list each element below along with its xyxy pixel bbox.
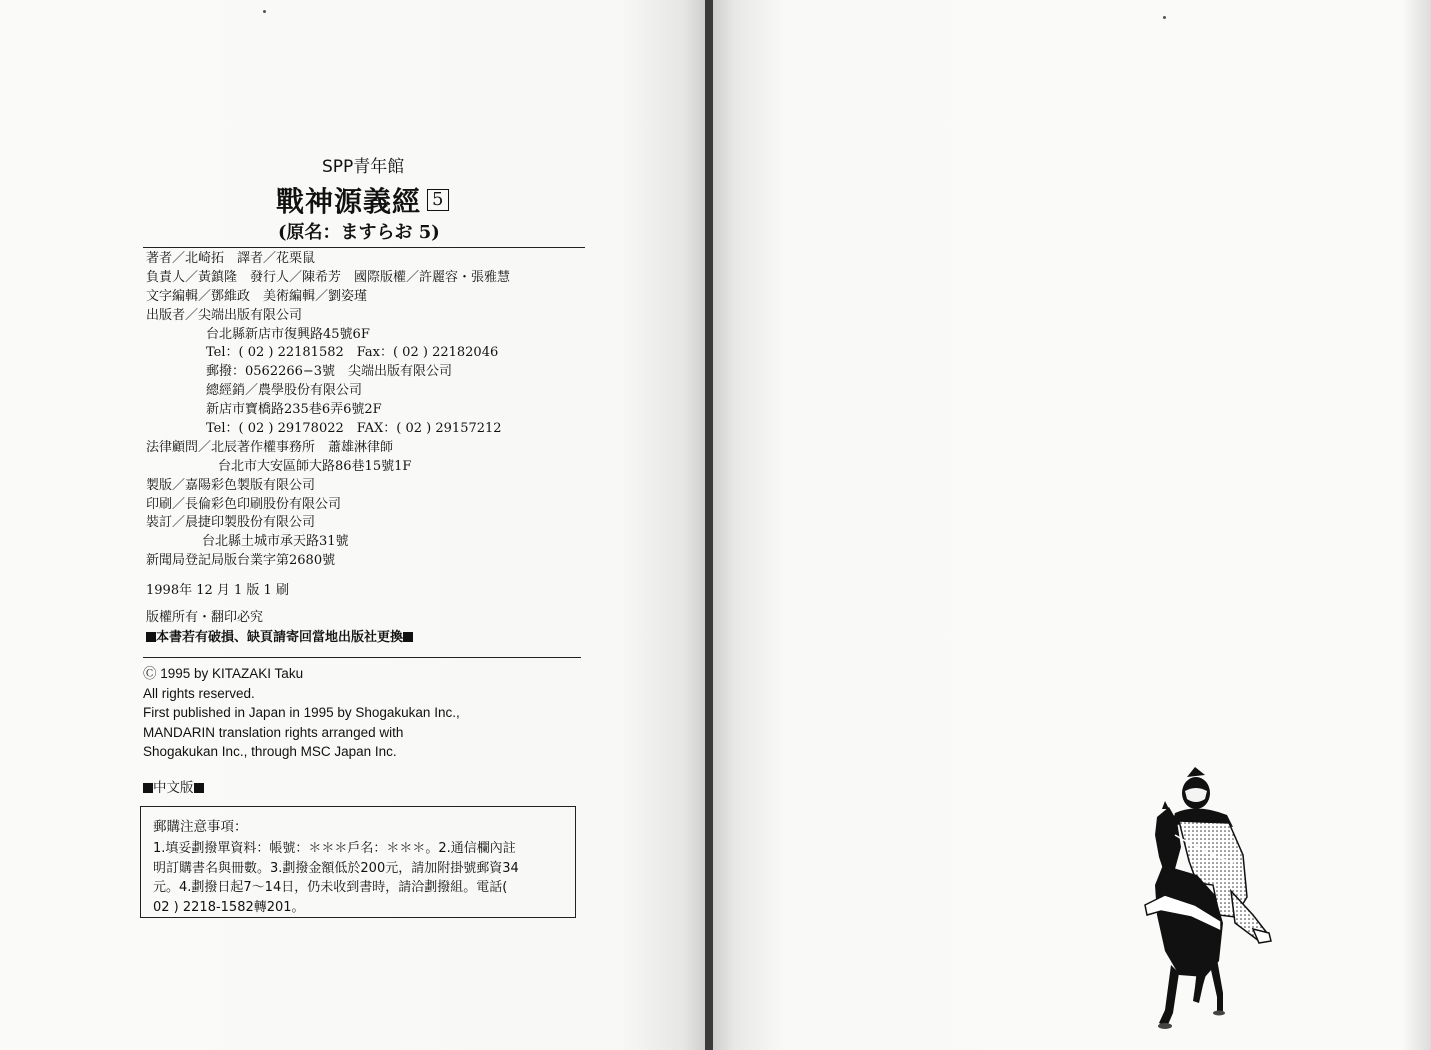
print-date: 1998年 12 月 1 版 1 刷 [146, 583, 289, 598]
credit-line: 台北縣土城市承天路31號 [202, 534, 349, 550]
credit-line: 新聞局登記局版台業字第2680號 [146, 553, 336, 569]
scan-speck [1163, 16, 1166, 19]
credit-line: 郵撥：0562266−3號 尖端出版有限公司 [206, 364, 453, 380]
hoof-shadow [1158, 1023, 1172, 1029]
edition-label [143, 776, 204, 796]
credit-line: 法律顧問／北辰著作權事務所 蕭雄淋律師 [146, 439, 394, 455]
mail-order-box [140, 806, 576, 918]
credit-line: 新店市寶橋路235巷6弄6號2F [206, 402, 382, 418]
credit-line: 出版者／尖端出版有限公司 [146, 307, 303, 323]
credit-line: 總經銷／農學股份有限公司 [206, 383, 363, 399]
damage-notice-text: 本書若有破損、缺頁請寄回當地出版社更換 [156, 630, 404, 645]
hat-shape [1187, 767, 1205, 777]
credit-line: 負責人／黃鎮隆 發行人／陳希芳 國際版權／許麗容・張雅慧 [146, 269, 511, 285]
mail-order-line: 元。4.劃撥日起7〜14日，仍未收到書時，請洽劃撥組。電話( [153, 880, 508, 896]
copyright-line: All rights reserved. [143, 685, 255, 701]
credit-line: 裝訂／晨捷印製股份有限公司 [146, 515, 316, 531]
mail-order-title: 郵購注意事項： [153, 819, 248, 835]
middle-divider [143, 657, 581, 658]
damage-notice [146, 628, 413, 648]
square-bullet-icon [403, 632, 413, 642]
copyright-line: MANDARIN translation rights arranged with [143, 724, 404, 740]
copyright-line: First published in Japan in 1995 by Shogakukan Inc., [143, 705, 460, 720]
right-page [713, 0, 1431, 1050]
rider-boot [1253, 929, 1271, 943]
horseback-rider-illustration [1135, 765, 1275, 1030]
edition-text: 中文版 [153, 780, 194, 796]
credit-line: 製版／嘉陽彩色製版有限公司 [146, 477, 316, 493]
horse-leg [1209, 959, 1223, 1011]
rights-block [146, 608, 413, 648]
copyright-line: Shogakukan Inc., through MSC Japan Inc. [143, 744, 397, 759]
credit-line: 台北縣新店市復興路45號6F [206, 326, 370, 342]
credits-block [146, 250, 510, 571]
credit-line: 印刷／長倫彩色印刷股份有限公司 [146, 496, 342, 512]
copyright-block [143, 664, 460, 762]
credit-line: 著者／北崎拓 譯者／花栗鼠 [146, 251, 316, 266]
original-title: (原名：ますらお 5) [278, 222, 440, 243]
mail-order-line: 02 ) 2218-1582轉201。 [153, 899, 305, 915]
credit-line: 台北市大安區師大路86巷15號1F [218, 458, 412, 474]
rights-reserved: 版權所有・翻印必究 [146, 610, 264, 625]
square-bullet-icon [143, 783, 153, 793]
series-label: SPP青年館 [322, 157, 405, 177]
volume-number: 5 [427, 189, 449, 211]
square-bullet-icon [146, 632, 156, 642]
credit-line: Tel：( 02 ) 22181582 Fax：( 02 ) 22182046 [206, 345, 499, 361]
book-title-row [276, 180, 449, 220]
top-divider [143, 247, 585, 248]
book-gutter [705, 0, 713, 1050]
horse-leg [1159, 965, 1179, 1027]
scan-speck [263, 10, 266, 13]
copyright-line: Ⓒ 1995 by KITAZAKI Taku [143, 666, 304, 681]
book-title: 戰神源義經 [276, 185, 422, 218]
mail-order-line: 1.填妥劃撥單資料：帳號：＊＊＊戶名：＊＊＊。2.通信欄內註 [153, 841, 516, 856]
hoof-shadow [1213, 1011, 1225, 1016]
square-bullet-icon [194, 783, 204, 793]
mail-order-line: 明訂購書名與冊數。3.劃撥金額低於200元，請加附掛號郵資34 [153, 860, 519, 876]
credit-line: 文字編輯／鄧維政 美術編輯／劉姿瑾 [146, 288, 368, 304]
horse-ear [1162, 801, 1169, 809]
left-page [0, 0, 705, 1050]
credit-line: Tel：( 02 ) 29178022 FAX：( 02 ) 29157212 [206, 421, 502, 437]
mail-order-body [153, 839, 563, 917]
